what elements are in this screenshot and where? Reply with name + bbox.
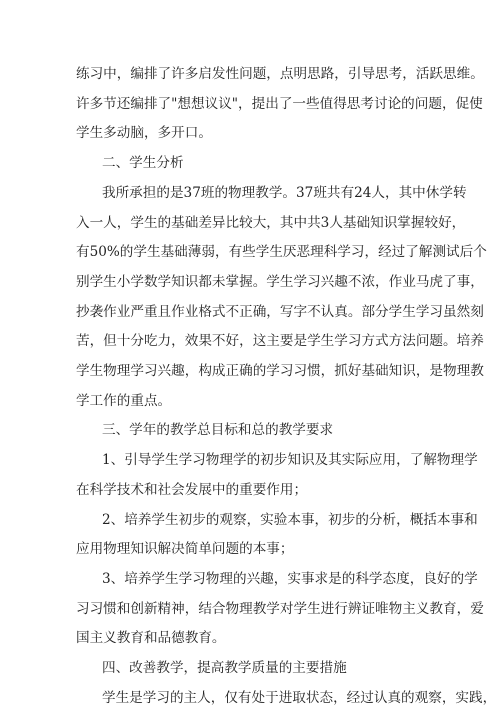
paragraph-line: 1、引导学生学习物理学的初步知识及其实际应用，了解物理学 <box>102 452 478 469</box>
paragraph-student-analysis <box>76 179 487 417</box>
document-body <box>76 60 497 713</box>
paragraph-line: 有50%的学生基础薄弱，有些学生厌恶理科学习，经过了解测试后个 <box>76 244 487 261</box>
paragraph-goal-2 <box>76 506 478 565</box>
paragraph-line: 抄袭作业严重且作业格式不正确，写字不认真。部分学生学习虽然刻 <box>76 303 484 320</box>
paragraph-line: 在科学技术和社会发展中的重要作用； <box>76 481 308 498</box>
paragraph-line: 苦，但十分吃力，效果不好，这主要是学生学习方式方法问题。培养 <box>76 333 484 350</box>
paragraph-line: 别学生小学数学知识都未掌握。学生学习兴趣不浓，作业马虎了事， <box>76 273 484 290</box>
paragraph-measures <box>76 684 497 713</box>
paragraph-line: 国主义教育和品德教育。 <box>76 630 226 647</box>
paragraph-goal-3 <box>76 565 484 654</box>
section-heading-teaching-goals: 三、学年的教学总目标和总的教学要求 <box>102 422 334 439</box>
paragraph-line: 学工作的重点。 <box>76 392 172 409</box>
section-heading-improvement-measures: 四、改善教学，提高教学质量的主要措施 <box>102 660 347 677</box>
paragraph-line: 学生是学习的主人，仅有处于进取状态，经过认真的观察，实践， <box>102 689 497 706</box>
paragraph-goal-1 <box>76 446 478 505</box>
paragraph-line: 练习中，编排了许多启发性问题，点明思路，引导思考，活跃思维。 <box>76 66 484 82</box>
paragraph-line: 入一人，学生的基础差异比较大，其中共3人基础知识掌握较好， <box>76 214 466 231</box>
paragraph-line: 学生物理学习兴趣，构成正确的学习习惯，抓好基础知识，是物理教 <box>76 363 484 380</box>
section-heading-student-analysis: 二、学生分析 <box>102 155 184 172</box>
paragraph-line: 许多节还编排了"想想议议"，提出了一些值得思考讨论的问题，促使 <box>76 95 483 112</box>
paragraph-line: 习习惯和创新精神，结合物理教学对学生进行辨证唯物主义教育，爱 <box>76 600 484 617</box>
paragraph-line: 应用物理知识解决简单问题的本事； <box>76 541 294 558</box>
paragraph-line: 2、培养学生初步的观察，实验本事，初步的分析，概括本事和 <box>102 511 478 528</box>
paragraph-line: 学生多动脑，多开口。 <box>76 125 212 142</box>
paragraph-line: 3、培养学生学习物理的兴趣，实事求是的科学态度，良好的学 <box>102 570 478 587</box>
paragraph-textbook-features <box>76 60 484 149</box>
paragraph-line: 我所承担的是37班的物理教学。37班共有24人，其中休学转 <box>102 184 467 201</box>
